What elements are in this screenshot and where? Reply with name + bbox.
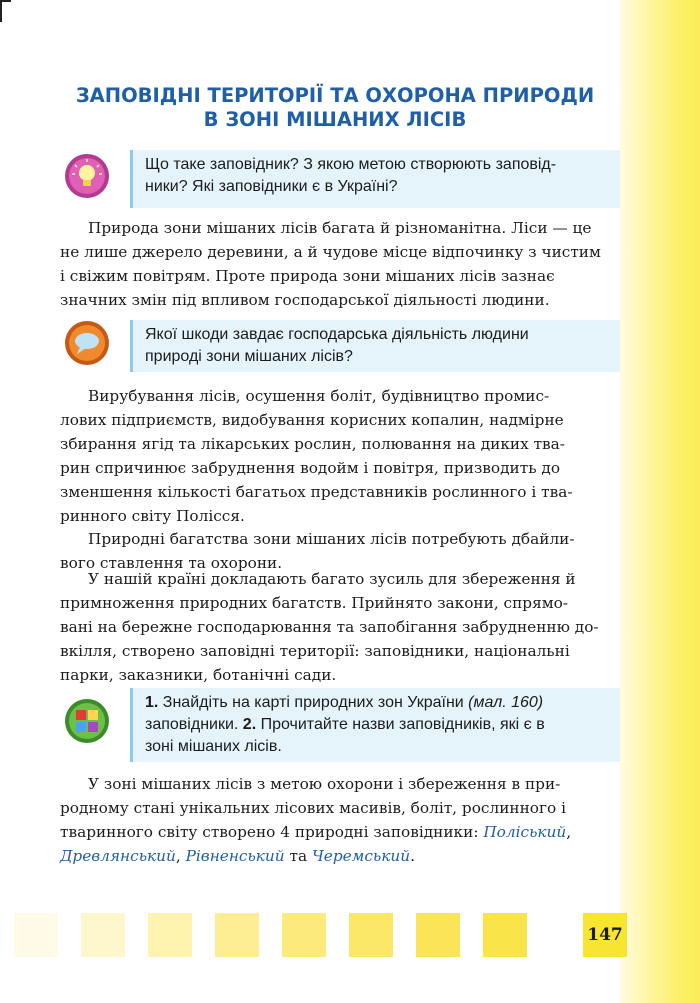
task-box: [130, 688, 620, 762]
task-line-2: [145, 714, 620, 736]
task-1-text: Знайдіть на карті природних зон України: [158, 694, 469, 711]
paragraph-line: вкілля, створено заповідні території: заповідники, національні: [60, 642, 570, 660]
decor-square: [148, 913, 192, 957]
paragraph-line: У нашій країні докладають багато зусиль для збереження й: [88, 570, 576, 588]
decor-square: [483, 913, 527, 957]
task-line-3: зоні мішаних лісів.: [145, 738, 282, 755]
title-line-2: В ЗОНІ МІШАНИХ ЛІСІВ: [203, 108, 467, 131]
speech-bubble-icon: [64, 320, 110, 366]
question-1-line-2: ники? Які заповідники є в Україні?: [145, 178, 398, 195]
paragraph-line: парки, заказники, ботанічні сади.: [60, 666, 337, 684]
paragraph-line: збирання ягід та лікарських рослин, полювання на диких тва-: [60, 435, 565, 453]
punctuation: .: [410, 847, 415, 865]
question-box-1: [130, 150, 620, 208]
reserve-name-rivnensky: Рівненський: [185, 847, 285, 865]
question-box-2: [130, 320, 620, 372]
paragraph-line: ринного світу Полісся.: [60, 507, 245, 525]
paragraph-line: Природа зони мішаних лісів багата й різноманітна. Ліси — це: [88, 219, 592, 237]
punctuation: ,: [175, 847, 186, 865]
decor-square: [14, 913, 58, 957]
paragraph-line: рин спричинює забруднення водойм і повітря, призводить до: [60, 459, 561, 477]
puzzle-icon: [64, 698, 110, 744]
paragraph-2: [60, 384, 620, 528]
paragraph-line: родному стані унікальних лісових масивів, боліт, рослинного і: [60, 799, 566, 817]
task-2-text: Прочитайте назви заповідників, які є в: [256, 716, 545, 733]
task-number-2: 2.: [242, 716, 257, 733]
paragraph-line: [60, 844, 620, 868]
paragraph-line: вого ставлення та охорони.: [60, 554, 283, 572]
paragraph-line: значних змін під впливом господарської діяльності людини.: [60, 291, 550, 309]
page-edge-band: [620, 0, 700, 1003]
decor-square: [81, 913, 125, 957]
decor-square: [349, 913, 393, 957]
decor-square: [282, 913, 326, 957]
paragraph-line: лових підприємств, видобування корисних копалин, надмірне: [60, 411, 564, 429]
figure-reference: (мал. 160): [468, 694, 544, 711]
paragraph-1: [60, 216, 620, 312]
page-number: 147: [583, 913, 627, 957]
punctuation: ,: [566, 823, 572, 841]
paragraph-line: У зоні мішаних лісів з метою охорони і збереження в при-: [88, 775, 561, 793]
paragraph-line: не лише джерело деревини, а й чудове місце відпочинку з чистим: [60, 243, 601, 261]
task-number-1: 1.: [145, 694, 159, 711]
paragraph-text: тваринного світу створено 4 природні заповідники:: [60, 823, 484, 841]
crop-mark: [0, 0, 11, 22]
lightbulb-icon: [64, 153, 110, 199]
paragraph-line: [60, 820, 620, 844]
decor-square: [215, 913, 259, 957]
reserve-name-cheremsky: Черемський: [311, 847, 411, 865]
question-2-line-2: природі зони мішаних лісів?: [145, 348, 353, 365]
paragraph-line: зменшення кількості багатьох представників рослинного і тва-: [60, 483, 573, 501]
decorative-squares: [0, 913, 620, 957]
paragraph-line: Природні багатства зони мішаних лісів потребують дбайли-: [88, 530, 575, 548]
paragraph-line: Вирубування лісів, осушення боліт, будівництво промис-: [88, 387, 550, 405]
paragraph-4: [60, 567, 620, 687]
decor-square: [416, 913, 460, 957]
paragraph-5: [60, 772, 620, 868]
paragraph-line: примноження природних багатств. Прийнято закони, спрямо-: [60, 594, 569, 612]
task-line-1: [145, 692, 620, 714]
task-1-text-end: заповідники.: [145, 716, 243, 733]
paragraph-line: і свіжим повітрям. Проте природа зони мішаних лісів зазнає: [60, 267, 555, 285]
reserve-name-polissky: Поліський: [483, 823, 567, 841]
paragraph-line: вані на бережне господарювання та запобігання забрудненню до-: [60, 618, 599, 636]
page-title: [40, 84, 630, 132]
question-1-line-1: Що таке заповідник? З якою метою створюють заповід-: [145, 156, 557, 173]
paragraph-text: та: [284, 847, 312, 865]
title-line-1: ЗАПОВІДНІ ТЕРИТОРІЇ ТА ОХОРОНА ПРИРОДИ: [75, 84, 595, 107]
reserve-name-drevliansky: Древлянський: [60, 847, 176, 865]
question-2-line-1: Якої шкоди завдає господарська діяльність людини: [145, 326, 529, 343]
